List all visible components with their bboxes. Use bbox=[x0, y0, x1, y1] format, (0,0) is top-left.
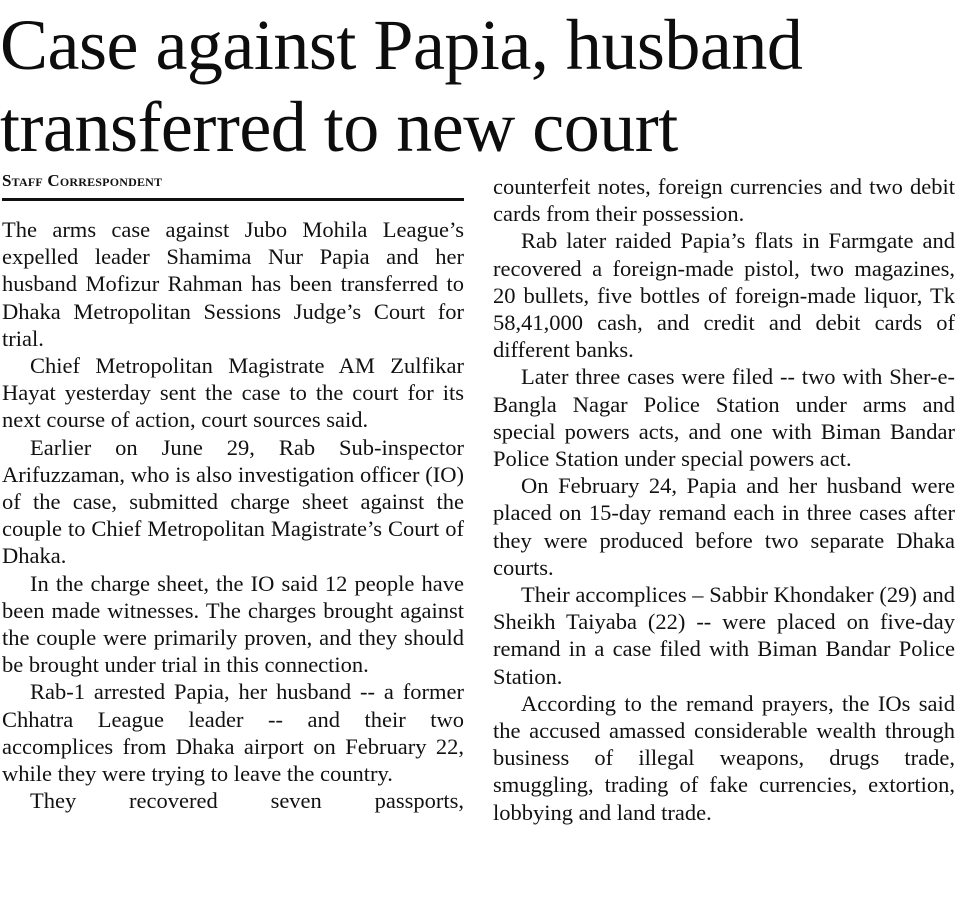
paragraph-continuation: counterfeit notes, foreign currencies and two debit cards from their possession. bbox=[493, 174, 955, 227]
byline: Staff Correspondent bbox=[2, 170, 464, 201]
paragraph: Later three cases were filed -- two with Sher-e-Bangla Nagar Police Station under arms and special powers acts, and one with Biman Bandar Police Station under special powers act. bbox=[493, 364, 955, 472]
article-headline: Case against Papia, husband transferred to new court bbox=[0, 5, 803, 167]
paragraph: According to the remand prayers, the IOs said the accused amassed considerable wealth through business of illegal weapons, drugs trade, smuggling, trading of fake currencies, extortion, lobbying and land trade. bbox=[493, 690, 955, 825]
paragraph: Rab-1 arrested Papia, her husband -- a former Chhatra League leader -- and their two accomplices from Dhaka airport on February 22, while they were trying to leave the country. bbox=[2, 679, 464, 787]
article-column-right bbox=[493, 173, 955, 826]
paragraph: Their accomplices – Sabbir Khondaker (29) and Sheikh Taiyaba (22) -- were placed on five-day remand in a case filed with Biman Bandar Police Station. bbox=[493, 582, 955, 689]
paragraph: On February 24, Papia and her husband were placed on 15-day remand each in three cases after they were produced before two separate Dhaka courts. bbox=[493, 473, 955, 580]
paragraph: Earlier on June 29, Rab Sub-inspector Arifuzzaman, who is also investigation officer (IO) of the case, submitted charge sheet against the couple to Chief Metropolitan Magistrate’s Court of Dhaka. bbox=[2, 434, 464, 569]
paragraph: Rab later raided Papia’s flats in Farmgate and recovered a foreign-made pistol, two magazines, 20 bullets, five bottles of foreign-made liquor, Tk 58,41,000 cash, and credit and debit cards of different banks. bbox=[493, 228, 955, 363]
paragraph: In the charge sheet, the IO said 12 people have been made witnesses. The charges brought against the couple were primarily proven, and they should be brought under trial in this connection. bbox=[2, 570, 464, 678]
article-column-left bbox=[2, 216, 464, 814]
paragraph: They recovered seven passports, bbox=[30, 788, 464, 814]
paragraph: Chief Metropolitan Magistrate AM Zulfikar Hayat yesterday sent the case to the court for its next course of action, court sources said. bbox=[2, 353, 464, 433]
paragraph: The arms case against Jubo Mohila League’s expelled leader Shamima Nur Papia and her husband Mofizur Rahman has been transferred to Dhaka Metropolitan Sessions Judge’s Court for trial. bbox=[2, 217, 464, 351]
